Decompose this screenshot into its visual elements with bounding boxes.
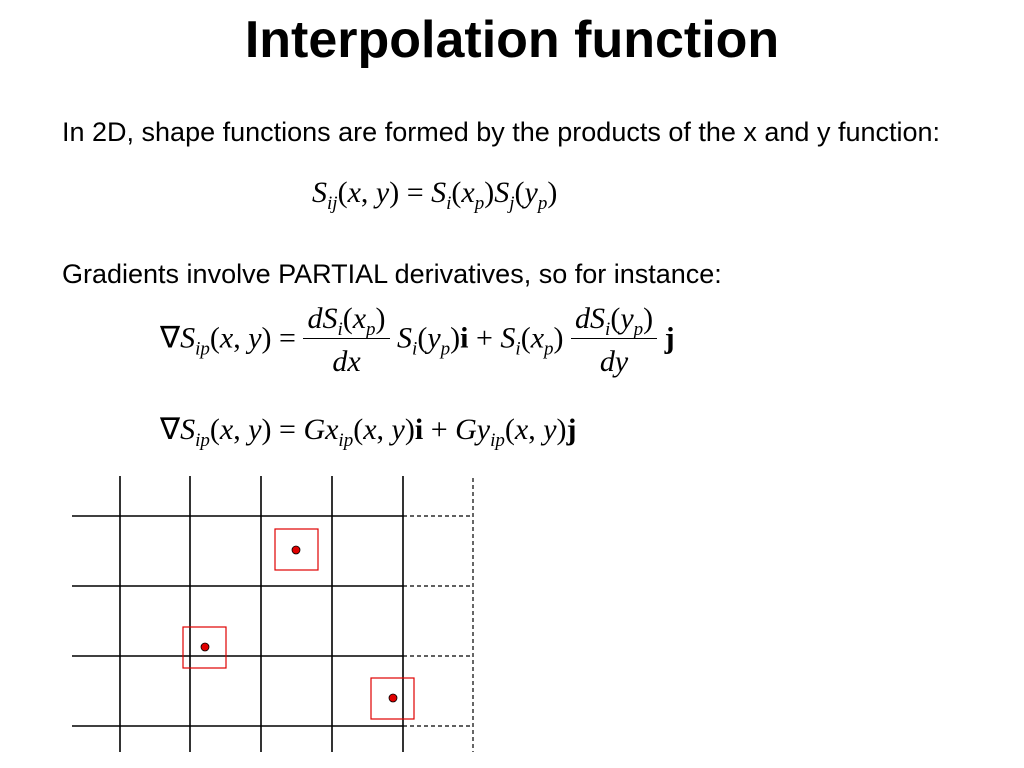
particle-point xyxy=(201,643,209,651)
particle-marker-1 xyxy=(275,529,318,570)
gradient-components-equation: $\nabla S_{ip}(x$, $y) = Gx_{ip}(x$, $y)i + Gy_{ip}(x$, y)j xyxy=(160,413,577,451)
particle-point xyxy=(389,694,397,702)
particle-point xyxy=(292,546,300,554)
grid-lines xyxy=(72,476,403,752)
intro-paragraph: In 2D, shape functions are formed by the products of the x and y function: xyxy=(62,117,941,147)
slide-title: Interpolation function xyxy=(244,11,780,69)
particle-marker-3 xyxy=(371,678,414,719)
shape-function-equation: $S_{ij}(x$, $y) = S_i(x_p)S_j(y_p)$ xyxy=(312,176,558,214)
gradients-paragraph: Gradients involve PARTIAL derivatives, so for instance: xyxy=(62,259,722,289)
gradient-derivative-equation: $\nabla S_{ip}(x$, y) = $\frac{dS_i(x_p)}{dx}$ $S_i(y_p)i + S_i(x_p)$ $\frac{dS_i(y_p)}{dy}$ j xyxy=(160,302,675,378)
